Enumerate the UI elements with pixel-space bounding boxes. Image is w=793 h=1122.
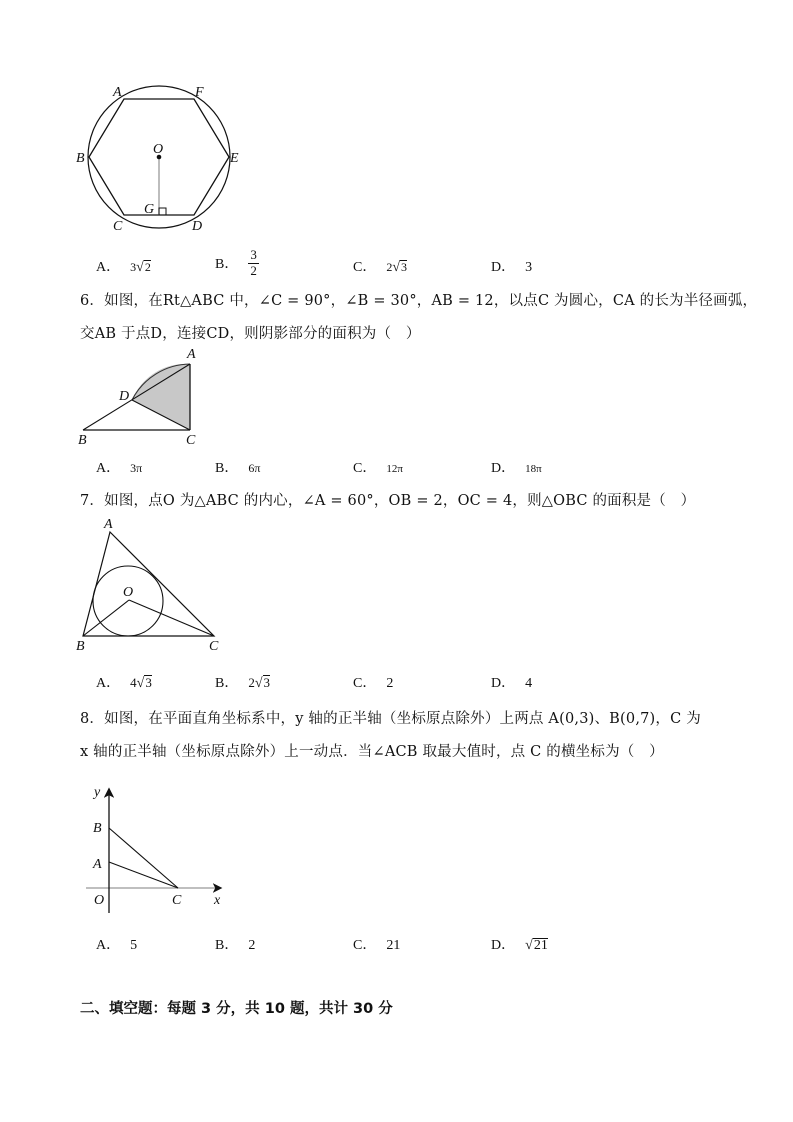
q8-option-d[interactable] [491,934,548,954]
option-label: C． [353,676,377,691]
q6-label-c: C [186,433,196,448]
option-coef: 2 [248,675,255,690]
q6-label-a: A [187,347,196,362]
option-label: C． [353,260,377,275]
option-coef: 3 [130,260,137,274]
option-label: B． [215,461,239,476]
option-coef: 4 [130,675,137,690]
q8-label-c: C [172,893,182,908]
q7-label-o: O [123,585,134,600]
option-radicand: 3 [401,260,408,274]
option-value: 2 [248,938,256,953]
q8-segment-ac [109,862,178,888]
option-value: 6π [248,461,261,475]
option-value: 5 [130,938,138,953]
q6-option-c[interactable] [353,457,403,477]
option-value: 3 [525,260,533,275]
option-value: 12π [386,463,403,475]
q6-question-line-2: 交AB 于点D，连接CD，则阴影部分的面积为（ ） [80,326,421,342]
option-label: D． [491,938,516,953]
q5-option-d[interactable] [491,256,532,276]
option-radicand: 3 [145,675,152,690]
q8-label-o: O [94,893,105,908]
option-label: C． [353,938,377,953]
option-label: B． [215,676,239,691]
q8-option-a[interactable] [96,934,137,954]
option-radicand: 2 [144,260,151,274]
q8-label-y: y [94,785,101,800]
q7-segment-ob [83,600,129,636]
q7-question-line-1: 7．如图，点O 为△ABC 的内心，∠A = 60°，OB = 2，OC = 4，则△OBC 的面积是（ ） [80,493,696,509]
option-coef: 2 [386,260,393,274]
q5-hexagon-figure [70,75,270,240]
fraction-denominator: 2 [250,262,257,278]
option-label: C． [353,461,377,476]
q5-label-o: O [153,142,164,157]
sqrt-icon: √ [525,938,533,953]
q6-figure [70,340,220,450]
q8-label-a: A [93,857,102,872]
q8-segment-bc [109,828,178,888]
option-value: 3π [130,461,143,475]
q5-label-c: C [113,219,123,234]
q5-label-g: G [144,202,155,217]
option-label: D． [491,260,516,275]
option-label: D． [491,461,516,476]
fraction-numerator: 3 [250,247,257,262]
option-radicand: 21 [533,938,548,953]
q7-option-a[interactable] [96,672,152,692]
q7-label-a: A [104,517,113,532]
sqrt-icon: √ [136,676,145,691]
q8-option-b[interactable] [215,934,255,954]
q8-label-b: B [93,821,102,836]
q5-option-a[interactable] [96,256,151,276]
option-value: 2 [386,676,394,691]
q5-option-b[interactable] [215,248,259,279]
option-fraction [248,248,259,279]
q6-option-d[interactable] [491,457,542,477]
q5-label-e: E [230,151,239,166]
option-label: A． [96,461,121,476]
option-label: A． [96,938,121,953]
sqrt-icon: √ [392,260,401,275]
q6-label-d: D [119,389,130,404]
q8-coordinate-figure [70,775,240,920]
q7-option-b[interactable] [215,672,270,692]
sqrt-icon: √ [136,260,144,275]
q7-label-c: C [209,639,219,654]
q8-question-line-2: x 轴的正半轴（坐标原点除外）上一动点．当∠ACB 取最大值时，点 C 的横坐标为（ ） [80,744,664,760]
option-label: D． [491,676,516,691]
section-heading-fill-in-blank: 二、填空题：每题 3 分，共 10 题，共计 30 分 [80,1001,393,1017]
option-label: A． [96,676,121,691]
option-radicand: 3 [263,675,271,690]
q5-right-angle-mark [159,208,166,215]
q5-label-d: D [192,219,203,234]
q5-label-b: B [76,151,85,166]
q7-label-b: B [76,639,85,654]
q5-label-a: A [113,85,122,100]
q6-shaded-region [132,364,190,430]
q6-option-a[interactable] [96,457,142,477]
q6-label-b: B [78,433,87,448]
q7-option-c[interactable] [353,672,393,692]
q5-label-f: F [195,85,204,100]
option-value: 21 [386,938,401,953]
sqrt-icon: √ [254,676,263,691]
q6-option-b[interactable] [215,457,260,477]
option-label: A． [96,260,121,275]
q7-option-d[interactable] [491,672,532,692]
option-value: 18π [525,463,542,475]
q8-question-line-1: 8．如图，在平面直角坐标系中，y 轴的正半轴（坐标原点除外）上两点 A(0,3)、B(0,7)，C 为 [80,711,701,727]
option-label: B． [215,257,239,273]
option-label: B． [215,938,239,953]
q8-label-x: x [214,893,221,908]
q7-segment-oc [129,600,214,636]
q5-option-c[interactable] [353,256,407,276]
q8-option-c[interactable] [353,934,400,954]
q7-figure [70,510,240,660]
option-value: 4 [525,676,533,691]
q6-question-line-1: 6．如图，在Rt△ABC 中，∠C = 90°，∠B = 30°，AB = 12，以点C 为圆心，CA 的长为半径画弧， [80,293,758,309]
